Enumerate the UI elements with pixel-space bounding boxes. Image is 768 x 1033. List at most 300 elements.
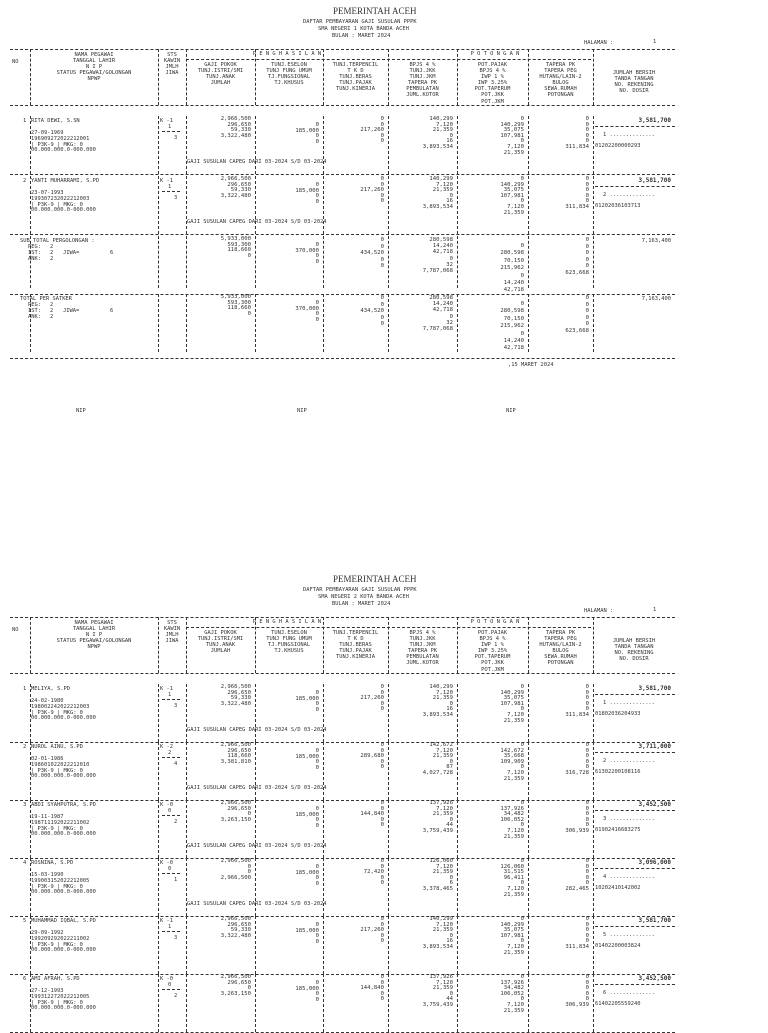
- column-no: NO: [12, 627, 19, 633]
- header-text: TAPERA PK: [407, 648, 438, 655]
- value: 623,668: [565, 327, 589, 334]
- column-divider: [158, 858, 159, 916]
- value: 0: [449, 313, 453, 320]
- value: 185,000: [295, 985, 319, 992]
- value: 16: [446, 938, 453, 945]
- column-divider: [255, 742, 256, 800]
- header-text: TJ.KHUSUS: [274, 648, 304, 655]
- value: 0: [380, 132, 384, 139]
- net-amount: 3,096,000: [638, 859, 671, 866]
- column-header-pajak: [457, 630, 528, 673]
- header-text: TAPERA PK: [545, 62, 576, 68]
- value: 0: [380, 863, 384, 870]
- value: 2,966,500: [220, 874, 251, 881]
- value: 2,966,500: [220, 176, 251, 182]
- bpjs-totals: [388, 237, 453, 274]
- ank-value: 2: [50, 314, 54, 320]
- header-text: GAJI POKOK: [204, 630, 237, 636]
- value: 0: [585, 237, 589, 243]
- value: 296,650: [227, 689, 251, 696]
- bpjs-values: [388, 177, 453, 211]
- value: 59,330: [230, 127, 251, 133]
- column-divider: [457, 294, 458, 352]
- net-rule: [595, 126, 675, 127]
- signature-line: 3 ..............: [603, 816, 655, 822]
- column-divider: [186, 176, 187, 234]
- net-amount: 3,581,700: [638, 685, 671, 692]
- column-divider: [457, 742, 458, 800]
- header-text: IWP 3.25%: [477, 80, 508, 87]
- net-rule: [595, 694, 675, 695]
- salary-totals: [186, 295, 251, 317]
- column-header-sts: [158, 620, 186, 644]
- value: 316,728: [565, 769, 589, 776]
- tapera-totals: [528, 237, 589, 277]
- header-text: TUNJ.ESELON: [271, 62, 307, 68]
- header-text: TJ.KHUSUS: [274, 80, 304, 87]
- employee-name: MELIYA, S.PD: [31, 686, 70, 692]
- value: 5,933,000: [220, 236, 251, 242]
- value: 0: [247, 310, 251, 317]
- allowance-values: [255, 749, 319, 771]
- value: 0: [520, 116, 524, 122]
- value: 0: [585, 863, 589, 870]
- value: 0: [585, 192, 589, 199]
- value: 140,299: [500, 121, 524, 128]
- header-text: NAMA PEGAWAI: [74, 52, 114, 58]
- value: 2,966,500: [220, 974, 251, 980]
- marital-status: K -0: [160, 860, 173, 866]
- value: 0: [585, 295, 589, 301]
- allowance-values: [255, 865, 319, 887]
- header-text: STATUS PEGAWAI/GOLONGAN: [56, 70, 132, 77]
- header-text: IWP 1 %: [481, 642, 504, 649]
- value: 16: [446, 138, 453, 145]
- value: 0: [520, 742, 524, 748]
- value: 70,150: [503, 315, 524, 322]
- family-count: 3: [174, 935, 178, 941]
- row-number: 1: [23, 686, 27, 692]
- header-text: IWP 3.25%: [477, 648, 508, 655]
- value: 0: [380, 295, 384, 301]
- header-text: TUNJ.TERPENCIL: [332, 630, 379, 636]
- value: 118,660: [227, 305, 251, 311]
- value: 0: [585, 700, 589, 707]
- status-rule: [162, 989, 180, 990]
- marital-status: K -1: [160, 918, 173, 924]
- column-divider: [158, 974, 159, 1032]
- value: 0: [315, 864, 319, 870]
- column-divider: [528, 236, 529, 288]
- employee-nip: 198711192022211002: [31, 820, 90, 826]
- value: 7,787,068: [422, 326, 453, 333]
- deduction-values: [457, 859, 524, 898]
- header-text: PEMBULATAN: [406, 654, 439, 661]
- salary-values: [186, 685, 251, 707]
- value: 42,718: [432, 307, 453, 314]
- column-header-terpencil: [323, 62, 388, 92]
- column-divider: [457, 974, 458, 1032]
- column-divider: [323, 176, 324, 234]
- value: 0: [380, 181, 384, 188]
- header-text: NO. REKENING: [614, 82, 654, 89]
- value: 0: [585, 181, 589, 188]
- value: 0: [380, 301, 384, 308]
- marital-count: 0: [168, 866, 172, 872]
- value: 0: [380, 974, 384, 980]
- employee-grade: | P3K-9 | MKG: 0: [31, 884, 83, 890]
- value: 0: [585, 684, 589, 690]
- header-text: NAMA PEGAWAI: [74, 620, 114, 626]
- header-text: TUNJ.JKK: [409, 68, 436, 75]
- column-divider: [528, 176, 529, 234]
- value: 0: [247, 863, 251, 870]
- value: 296,650: [227, 181, 251, 188]
- value: 35,075: [503, 695, 524, 702]
- signature-line: 6 ..............: [603, 990, 655, 996]
- value: 0: [585, 753, 589, 760]
- column-divider: [388, 294, 389, 352]
- value: 35,075: [503, 187, 524, 194]
- header-text: BPJS 4 %: [409, 630, 436, 636]
- header-text: POT.JKK: [481, 92, 504, 99]
- value: 296,650: [227, 121, 251, 128]
- deduction-values: [457, 117, 524, 156]
- value: 0: [315, 133, 319, 139]
- value: 0: [380, 979, 384, 986]
- value: 0: [380, 243, 384, 250]
- value: 0: [520, 301, 524, 307]
- value: 34,482: [503, 811, 524, 818]
- value: 0: [585, 858, 589, 864]
- value: 593,300: [227, 299, 251, 306]
- salary-values: [186, 975, 251, 997]
- value: 0: [520, 974, 524, 980]
- value: 0: [315, 706, 319, 713]
- value: 32: [446, 319, 453, 326]
- column-divider: [323, 858, 324, 916]
- value: 0: [585, 176, 589, 182]
- signature-line: 1 ..............: [603, 700, 655, 706]
- value: 0: [585, 869, 589, 876]
- value: 7,787,068: [422, 268, 453, 275]
- value: 42,718: [503, 287, 524, 294]
- header-top-rule: [10, 49, 675, 50]
- remote-allowance-values: [323, 975, 384, 1003]
- value: 185,000: [295, 927, 319, 934]
- page-number: 1: [653, 607, 657, 613]
- net-amount: 3,711,000: [638, 743, 671, 750]
- deduction-values: [457, 975, 524, 1014]
- value: 0: [585, 927, 589, 934]
- tapera-values: [528, 917, 589, 951]
- value: 296,650: [227, 921, 251, 928]
- value: 217,260: [360, 187, 384, 193]
- jiwa-label: JIWA=: [63, 250, 80, 256]
- value: 280,598: [500, 250, 524, 257]
- header-text: POT.PAJAK: [477, 630, 508, 636]
- marital-status: K -1: [160, 118, 173, 124]
- column-divider: [186, 116, 187, 174]
- value: 0: [520, 800, 524, 806]
- employee-grade: | P3K-9 | MKG: 0: [31, 710, 83, 716]
- value: 370,000: [295, 247, 319, 254]
- value: 623,668: [565, 269, 589, 276]
- jiwa-value: 6: [110, 308, 114, 314]
- column-divider: [593, 176, 594, 234]
- row-number: 5: [23, 918, 27, 924]
- tapera-values: [528, 801, 589, 835]
- value: 21,359: [432, 695, 453, 702]
- header-text: T K D: [347, 636, 364, 643]
- column-divider: [158, 116, 159, 174]
- value: 0: [380, 816, 384, 823]
- header-text: HUTANG/LAIN-2: [539, 74, 582, 81]
- value: 3,322,480: [220, 700, 251, 707]
- header-text: TUNJ.BERAS: [339, 642, 372, 649]
- column-divider: [528, 742, 529, 800]
- row-number: 2: [23, 744, 27, 750]
- value: 0: [380, 700, 384, 707]
- value: 0: [585, 308, 589, 315]
- value: 107,981: [500, 700, 524, 707]
- value: 0: [380, 764, 384, 770]
- header-text: JUML.KOTOR: [406, 660, 439, 667]
- bpjs-values: [388, 917, 453, 951]
- row-number: 1: [23, 118, 27, 124]
- value: 0: [380, 121, 384, 128]
- header-text: JUMLAH: [210, 80, 231, 87]
- value: 0: [585, 689, 589, 696]
- header-text: TUNJ.ANAK: [205, 74, 236, 81]
- month-label: BULAN : MARET 2024: [332, 601, 391, 607]
- value: 7,120: [436, 181, 453, 188]
- value: 0: [585, 932, 589, 939]
- marital-status: K -0: [160, 802, 173, 808]
- header-text: TUNJ.ISTRI/SMI: [197, 68, 244, 75]
- value: 0: [315, 300, 319, 306]
- column-divider: [30, 916, 31, 974]
- value: 21,359: [503, 775, 524, 782]
- column-divider: [528, 800, 529, 858]
- value: 42,718: [503, 345, 524, 352]
- value: 7,120: [507, 827, 524, 834]
- value: 0: [520, 198, 524, 205]
- value: 0: [520, 880, 524, 887]
- remote-allowance-totals: [323, 295, 384, 328]
- value: 126,060: [429, 858, 453, 864]
- value: 21,359: [503, 891, 524, 898]
- jiwa-label: JIWA=: [63, 308, 80, 314]
- value: 0: [520, 272, 524, 279]
- page-subtitle: DAFTAR PEMBAYARAN GAJI SUSULAN PPPK: [303, 19, 417, 25]
- value: 0: [585, 301, 589, 308]
- birth-date: 27-12-1993: [31, 988, 64, 994]
- employee-name: ROSNINA, S.PD: [31, 860, 74, 866]
- header-text: BPJS 4 %: [409, 62, 436, 68]
- value: 0: [315, 748, 319, 754]
- bpjs-values: [388, 859, 453, 893]
- value: 2,966,500: [220, 858, 251, 864]
- value: 107,981: [500, 132, 524, 139]
- value: 7,120: [507, 203, 524, 210]
- payroll-page-1: [10, 0, 675, 420]
- value: 0: [315, 258, 319, 265]
- birth-date: 19-11-1987: [31, 814, 64, 820]
- header-bottom-rule: [10, 105, 675, 106]
- value: 21,359: [503, 949, 524, 956]
- column-divider: [457, 916, 458, 974]
- value: 0: [315, 817, 319, 823]
- account-number: 01802036204933: [595, 711, 641, 717]
- signature-line: 4 ..............: [603, 874, 655, 880]
- signature-line: 1 ..............: [603, 132, 655, 138]
- column-no: NO: [12, 59, 19, 65]
- employee-name: YANTI MUHARRAMI, S.PD: [31, 178, 100, 184]
- value: 59,330: [230, 927, 251, 933]
- column-divider: [30, 800, 31, 858]
- deduction-values: [457, 177, 524, 216]
- salary-values: [186, 917, 251, 939]
- allowance-values: [255, 981, 319, 1003]
- value: 0: [380, 932, 384, 939]
- value: 140,299: [500, 181, 524, 188]
- value: 215,962: [500, 323, 524, 330]
- value: 0: [315, 938, 319, 945]
- net-rule: [595, 984, 675, 985]
- value: 6: [449, 880, 453, 887]
- column-divider: [158, 916, 159, 974]
- jiwa-value: 6: [110, 250, 114, 256]
- row-number: 3: [23, 802, 27, 808]
- value: 144,840: [360, 811, 384, 817]
- value: 0: [380, 938, 384, 944]
- value: 0: [315, 764, 319, 771]
- value: 434,520: [360, 308, 384, 314]
- value: 0: [315, 316, 319, 323]
- column-divider: [186, 974, 187, 1032]
- value: 0: [315, 690, 319, 696]
- employee-nip: 199307232022212003: [31, 196, 90, 202]
- column-divider: [457, 800, 458, 858]
- value: 144,840: [360, 985, 384, 991]
- header-text: TJ.FUNGSIONAL: [267, 642, 311, 649]
- value: 0: [520, 858, 524, 864]
- employee-npwp: 00.000.000.0-000.000: [31, 889, 96, 895]
- column-divider: [323, 800, 324, 858]
- column-header-bpjs: [388, 62, 457, 99]
- column-divider: [323, 974, 324, 1032]
- header-text: STS: [167, 52, 177, 58]
- column-header-bpjs: [388, 630, 457, 667]
- column-divider: [186, 236, 187, 288]
- account-number: 01202036103713: [595, 203, 641, 209]
- employee-name: MUHAMMAD IQBAL, S.PD: [31, 918, 96, 924]
- page-title: PEMERINTAH ACEH: [333, 574, 417, 584]
- column-divider: [255, 294, 256, 352]
- value: 0: [247, 869, 251, 875]
- column-divider: [388, 236, 389, 288]
- value: 21,359: [503, 1007, 524, 1014]
- column-divider: [323, 742, 324, 800]
- value: 0: [585, 764, 589, 771]
- value: 21,359: [432, 927, 453, 934]
- net-amount: 3,452,500: [638, 801, 671, 808]
- value: 0: [315, 991, 319, 997]
- header-bottom-rule: [10, 673, 675, 674]
- marital-count: 1: [168, 924, 172, 930]
- value: 142,672: [429, 742, 453, 748]
- remote-allowance-values: [323, 917, 384, 945]
- column-divider: [388, 684, 389, 742]
- value: 0: [247, 985, 251, 991]
- column-divider: [388, 974, 389, 1032]
- family-count: 1: [174, 877, 178, 883]
- salary-values: [186, 743, 251, 765]
- employee-npwp: 00.000.000.0-000.000: [31, 773, 96, 779]
- family-count: 2: [174, 819, 178, 825]
- header-text: STATUS PEGAWAI/GOLONGAN: [56, 638, 132, 645]
- employee-nip: 198601022022212010: [31, 762, 90, 768]
- header-text: TANGGAL LAHIR: [72, 626, 116, 633]
- signature-line: 2 ..............: [603, 758, 655, 764]
- peg-label: PEG:: [28, 302, 41, 308]
- value: 107,981: [500, 192, 524, 199]
- value: 7,120: [507, 885, 524, 892]
- header-text: POT.TAPERUM: [474, 86, 511, 93]
- column-divider: [593, 294, 594, 352]
- value: 0: [315, 922, 319, 928]
- employee-grade: | P3K-9 | MKG: 0: [31, 768, 83, 774]
- remote-allowance-values: [323, 177, 384, 205]
- allowance-totals: [255, 301, 319, 323]
- value: 0: [585, 138, 589, 145]
- value: 2,966,500: [220, 800, 251, 806]
- tapera-values: [528, 685, 589, 719]
- value: 370,000: [295, 305, 319, 312]
- value: 0: [315, 182, 319, 188]
- ist-value: 2: [50, 250, 54, 256]
- bpjs-values: [388, 801, 453, 835]
- employee-nip: 199209292022211002: [31, 936, 90, 942]
- header-text: TUNJ.KINERJA: [336, 86, 375, 93]
- account-number: 01202200000293: [595, 143, 641, 149]
- value: 0: [585, 121, 589, 128]
- value: 35,075: [503, 127, 524, 134]
- value: 2,966,500: [220, 742, 251, 748]
- value: 0: [315, 759, 319, 765]
- value: 140,299: [429, 916, 453, 922]
- employee-name: AMI AFRAH, S.PD: [31, 976, 80, 982]
- account-number: 10202410142002: [595, 885, 641, 891]
- marital-status: K -0: [160, 976, 173, 982]
- value: 21,359: [503, 717, 524, 724]
- value: 21,359: [432, 127, 453, 134]
- header-text: TUNJ.BERAS: [339, 74, 372, 81]
- column-divider: [30, 294, 31, 352]
- signature-line: 5 ..............: [603, 932, 655, 938]
- value: 21,359: [503, 149, 524, 156]
- header-text: NO. DOSIR: [619, 88, 649, 95]
- column-divider: [255, 800, 256, 858]
- row-bottom-rule: [10, 234, 675, 235]
- header-text: POT.JKM: [481, 98, 504, 105]
- value: 14,240: [432, 301, 453, 308]
- value: 3,322,480: [220, 192, 251, 199]
- column-divider: [593, 684, 594, 742]
- value: 0: [380, 805, 384, 812]
- value: 4,027,728: [422, 769, 453, 776]
